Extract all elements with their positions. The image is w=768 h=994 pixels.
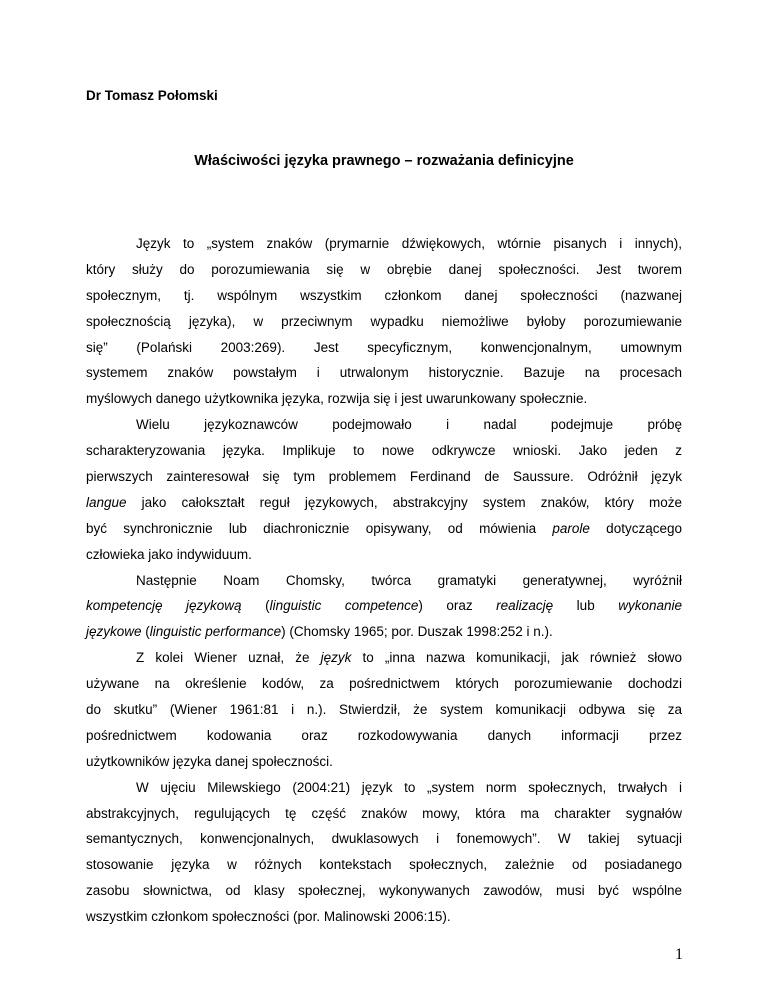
text-segment: ( <box>241 598 270 614</box>
document-title: Właściwości języka prawnego – rozważania definicyjne <box>194 153 574 169</box>
text-line: społecznością języka), w przeciwnym wypadku niemożliwe byłoby porozumiewanie <box>86 313 682 329</box>
text-segment: ( <box>141 624 150 640</box>
italic-term: język <box>320 650 352 666</box>
text-line <box>86 593 682 619</box>
italic-term: realizację <box>496 598 554 614</box>
text-segment: to „inna nazwa komunikacji, jak również słowo <box>351 650 683 666</box>
text-line: wszystkim członkom społeczności (por. Malinowski 2006:15). <box>86 909 451 925</box>
text-line: człowieka jako indywiduum. <box>86 546 252 562</box>
italic-term: linguistic competence <box>269 598 419 614</box>
paragraph <box>86 412 682 567</box>
text-segment: Z kolei Wiener uznał, że <box>136 650 321 666</box>
text-line <box>86 645 682 671</box>
text-line: społecznym, tj. wspólnym wszystkim członkom danej społeczności (nazwanej <box>86 287 682 303</box>
text-segment: ) oraz <box>418 598 497 614</box>
text-line: W ujęciu Milewskiego (2004:21) język to „system norm społecznych, trwałych i <box>136 779 682 795</box>
text-line: zasobu słownictwa, od klasy społecznej, wykonywanych zawodów, musi być wspólne <box>86 883 682 899</box>
text-line: się” (Polański 2003:269). Jest specyficznym, konwencjonalnym, umownym <box>86 339 682 355</box>
italic-term: kompetencję językową <box>86 598 242 614</box>
text-line: systemem znaków powstałym i utrwalonym historycznie. Bazuje na procesach <box>86 365 682 381</box>
text-line: użytkowników języka danej społeczności. <box>86 753 333 769</box>
italic-term: linguistic performance <box>149 624 282 640</box>
text-segment: jako całokształt reguł językowych, abstrakcyjny system znaków, który może <box>126 494 682 510</box>
body-text <box>86 231 682 930</box>
text-line: scharakteryzowania języka. Implikuje to nowe odkrywcze wnioski. Jako jeden z <box>86 443 682 459</box>
text-line: pierwszych zainteresował się tym problemem Ferdinand de Saussure. Odróżnił język <box>86 469 682 485</box>
paragraph <box>86 645 682 774</box>
text-line: semantycznych, konwencjonalnych, dwuklasowych i fonemowych”. W takiej sytuacji <box>86 831 682 847</box>
page-number: 1 <box>675 946 683 963</box>
text-segment: dotyczącego <box>589 520 682 536</box>
text-segment: lub <box>553 598 619 614</box>
author-name: Dr Tomasz Połomski <box>86 88 218 103</box>
text-line: do skutku” (Wiener 1961:81 i n.). Stwierdził, że system komunikacji odbywa się za <box>86 702 682 718</box>
text-line <box>86 490 682 516</box>
italic-term: parole <box>552 520 590 536</box>
text-line: abstrakcyjnych, regulujących tę część znaków mowy, która ma charakter sygnałów <box>86 805 682 821</box>
text-line: który służy do porozumiewania się w obrębie danej społeczności. Jest tworem <box>86 261 682 277</box>
text-line: Następnie Noam Chomsky, twórca gramatyki generatywnej, wyróżnił <box>136 572 682 588</box>
text-line: stosowanie języka w różnych kontekstach społecznych, zależnie od posiadanego <box>86 857 682 873</box>
text-line: myślowych danego użytkownika języka, rozwija się i jest uwarunkowany społecznie. <box>86 391 588 407</box>
text-line: używane na określenie kodów, za pośrednictwem których porozumiewanie dochodzi <box>86 676 682 692</box>
paragraph <box>86 231 682 412</box>
text-segment: być synchronicznie lub diachronicznie opisywany, od mówienia <box>86 520 553 536</box>
text-line: Wielu językoznawców podejmowało i nadal podejmuje próbę <box>136 417 682 433</box>
text-line: pośrednictwem kodowania oraz rozkodowywania danych informacji przez <box>86 727 682 743</box>
text-line: Język to „system znaków (prymarnie dźwiękowych, wtórnie pisanych i innych), <box>136 236 682 251</box>
italic-term: langue <box>86 494 127 510</box>
text-line <box>86 516 682 542</box>
paragraph <box>86 568 682 646</box>
text-segment: ) (Chomsky 1965; por. Duszak 1998:252 i n.). <box>281 624 553 640</box>
paragraph <box>86 775 682 930</box>
italic-term: wykonanie <box>618 598 682 614</box>
italic-term: językowe <box>86 624 142 640</box>
text-line <box>86 619 682 645</box>
